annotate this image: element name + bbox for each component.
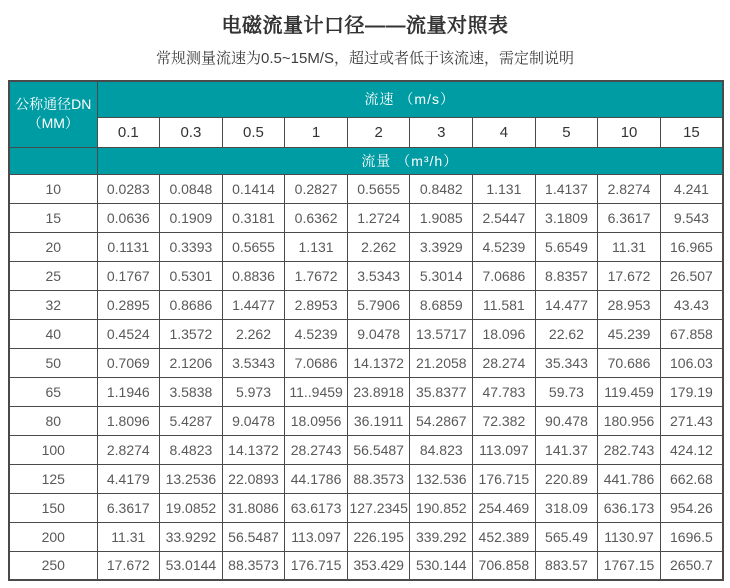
- table-row-dn-32: [9, 290, 723, 319]
- flow-value-cell: 5.6549: [535, 232, 598, 261]
- flow-value-cell: 179.19: [660, 377, 723, 406]
- flow-value-cell: 0.2827: [285, 174, 348, 203]
- flow-value-cell: 132.536: [410, 464, 473, 493]
- table-row-dn-100: [9, 435, 723, 464]
- flow-value-cell: 339.292: [410, 522, 473, 551]
- flow-value-cell: 0.1909: [160, 203, 223, 232]
- flow-value-cell: 88.3573: [347, 464, 410, 493]
- flow-value-cell: 23.8918: [347, 377, 410, 406]
- flow-value-cell: 88.3573: [222, 551, 285, 580]
- flow-value-cell: 13.5717: [410, 319, 473, 348]
- flow-value-cell: 0.5301: [160, 261, 223, 290]
- table-row-dn-20: [9, 232, 723, 261]
- flow-value-cell: 8.4823: [160, 435, 223, 464]
- flow-value-cell: 2.8274: [598, 174, 661, 203]
- flow-value-cell: 706.858: [473, 551, 536, 580]
- flow-value-cell: 9.543: [660, 203, 723, 232]
- flow-value-cell: 190.852: [410, 493, 473, 522]
- flow-value-cell: 636.173: [598, 493, 661, 522]
- flow-value-cell: 0.4524: [97, 319, 160, 348]
- flow-value-cell: 59.73: [535, 377, 598, 406]
- velocity-column-header: 0.5: [222, 117, 285, 147]
- flow-value-cell: 44.1786: [285, 464, 348, 493]
- flow-value-cell: 5.4287: [160, 406, 223, 435]
- flow-value-cell: 14.1372: [347, 348, 410, 377]
- flow-value-cell: 72.382: [473, 406, 536, 435]
- flow-value-cell: 424.12: [660, 435, 723, 464]
- flow-value-cell: 33.9292: [160, 522, 223, 551]
- velocity-group-row: [9, 81, 723, 117]
- flow-value-cell: 1.4137: [535, 174, 598, 203]
- flow-value-cell: 17.672: [598, 261, 661, 290]
- velocity-column-header: 10: [598, 117, 661, 147]
- flow-value-cell: 0.6362: [285, 203, 348, 232]
- dn-cell: 32: [9, 290, 97, 319]
- flow-group-row: [9, 147, 723, 174]
- flow-value-cell: 36.1911: [347, 406, 410, 435]
- flow-value-cell: 254.469: [473, 493, 536, 522]
- flow-rate-table: [8, 80, 724, 581]
- flow-value-cell: 0.1131: [97, 232, 160, 261]
- velocity-column-header: 2: [347, 117, 410, 147]
- flow-value-cell: 883.57: [535, 551, 598, 580]
- table-row-dn-200: [9, 522, 723, 551]
- flow-value-cell: 70.686: [598, 348, 661, 377]
- flow-value-cell: 6.3617: [598, 203, 661, 232]
- flow-value-cell: 141.37: [535, 435, 598, 464]
- flow-value-cell: 441.786: [598, 464, 661, 493]
- flow-value-cell: 662.68: [660, 464, 723, 493]
- dn-cell: 80: [9, 406, 97, 435]
- flow-value-cell: 5.973: [222, 377, 285, 406]
- flow-value-cell: 0.5655: [347, 174, 410, 203]
- flow-value-cell: 1.131: [285, 232, 348, 261]
- flow-value-cell: 2.8953: [285, 290, 348, 319]
- flow-value-cell: 0.2895: [97, 290, 160, 319]
- flow-value-cell: 7.0686: [473, 261, 536, 290]
- flow-value-cell: 6.3617: [97, 493, 160, 522]
- flow-value-cell: 530.144: [410, 551, 473, 580]
- table-row-dn-25: [9, 261, 723, 290]
- flow-value-cell: 1.8096: [97, 406, 160, 435]
- flow-value-cell: 452.389: [473, 522, 536, 551]
- flow-value-cell: 19.0852: [160, 493, 223, 522]
- velocity-column-header: 15: [660, 117, 723, 147]
- table-body: [9, 174, 723, 580]
- dn-cell: 100: [9, 435, 97, 464]
- dn-cell: 65: [9, 377, 97, 406]
- flow-value-cell: 5.7906: [347, 290, 410, 319]
- flow-value-cell: 28.2743: [285, 435, 348, 464]
- flow-value-cell: 4.5239: [473, 232, 536, 261]
- flow-value-cell: 14.477: [535, 290, 598, 319]
- corner-header-line2: （MM）: [27, 115, 79, 132]
- dn-cell: 40: [9, 319, 97, 348]
- flow-value-cell: 18.0956: [285, 406, 348, 435]
- dn-cell: 10: [9, 174, 97, 203]
- dn-cell: 20: [9, 232, 97, 261]
- flow-value-cell: 1.4477: [222, 290, 285, 319]
- dn-cell: 250: [9, 551, 97, 580]
- dn-cell: 150: [9, 493, 97, 522]
- flow-value-cell: 11..9459: [285, 377, 348, 406]
- flow-value-cell: 3.3929: [410, 232, 473, 261]
- velocity-column-header: 1: [285, 117, 348, 147]
- flow-value-cell: 0.0283: [97, 174, 160, 203]
- flow-value-cell: 1767.15: [598, 551, 661, 580]
- flow-value-cell: 4.4179: [97, 464, 160, 493]
- velocity-values-row: [9, 117, 723, 147]
- flow-value-cell: 3.5838: [160, 377, 223, 406]
- flow-value-cell: 318.09: [535, 493, 598, 522]
- flow-value-cell: 56.5487: [222, 522, 285, 551]
- flow-value-cell: 1.9085: [410, 203, 473, 232]
- velocity-column-header: 0.1: [97, 117, 160, 147]
- flow-value-cell: 4.5239: [285, 319, 348, 348]
- flow-value-cell: 353.429: [347, 551, 410, 580]
- flow-value-cell: 2.5447: [473, 203, 536, 232]
- table-header: [9, 81, 723, 174]
- flow-value-cell: 67.858: [660, 319, 723, 348]
- flow-value-cell: 0.8686: [160, 290, 223, 319]
- flow-value-cell: 11.31: [97, 522, 160, 551]
- table-row-dn-250: [9, 551, 723, 580]
- flow-value-cell: 226.195: [347, 522, 410, 551]
- flow-value-cell: 0.3181: [222, 203, 285, 232]
- flow-value-cell: 2.262: [222, 319, 285, 348]
- flow-value-cell: 0.7069: [97, 348, 160, 377]
- flow-value-cell: 16.965: [660, 232, 723, 261]
- flow-value-cell: 14.1372: [222, 435, 285, 464]
- flow-value-cell: 954.26: [660, 493, 723, 522]
- flow-value-cell: 21.2058: [410, 348, 473, 377]
- flow-value-cell: 271.43: [660, 406, 723, 435]
- table-row-dn-10: [9, 174, 723, 203]
- flow-value-cell: 2.1206: [160, 348, 223, 377]
- flow-value-cell: 282.743: [598, 435, 661, 464]
- flow-value-cell: 22.62: [535, 319, 598, 348]
- table-row-dn-15: [9, 203, 723, 232]
- flow-value-cell: 31.8086: [222, 493, 285, 522]
- page-title: 电磁流量计口径——流量对照表: [221, 15, 509, 37]
- flow-value-cell: 1.1946: [97, 377, 160, 406]
- table-row-dn-80: [9, 406, 723, 435]
- flow-value-cell: 2.8274: [97, 435, 160, 464]
- flow-group-header: 流量 （m³/h）: [97, 147, 723, 174]
- flow-value-cell: 176.715: [285, 551, 348, 580]
- flow-value-cell: 113.097: [285, 522, 348, 551]
- velocity-column-header: 5: [535, 117, 598, 147]
- flow-row-corner-cell: [9, 147, 97, 174]
- velocity-column-header: 4: [473, 117, 536, 147]
- flow-value-cell: 35.343: [535, 348, 598, 377]
- flow-value-cell: 45.239: [598, 319, 661, 348]
- page-subtitle: 常规测量流速为0.5~15M/S，超过或者低于该流速，需定制说明: [156, 50, 574, 67]
- velocity-column-header: 3: [410, 117, 473, 147]
- flow-value-cell: 13.2536: [160, 464, 223, 493]
- table-row-dn-125: [9, 464, 723, 493]
- flow-value-cell: 54.2867: [410, 406, 473, 435]
- flow-value-cell: 0.8482: [410, 174, 473, 203]
- corner-header: [9, 81, 97, 147]
- flow-value-cell: 565.49: [535, 522, 598, 551]
- flow-value-cell: 35.8377: [410, 377, 473, 406]
- flow-value-cell: 9.0478: [222, 406, 285, 435]
- flow-value-cell: 1.7672: [285, 261, 348, 290]
- flow-value-cell: 0.8836: [222, 261, 285, 290]
- flow-value-cell: 127.2345: [347, 493, 410, 522]
- flow-value-cell: 28.274: [473, 348, 536, 377]
- flow-value-cell: 3.5343: [222, 348, 285, 377]
- table-row-dn-65: [9, 377, 723, 406]
- flow-value-cell: 0.5655: [222, 232, 285, 261]
- table-row-dn-50: [9, 348, 723, 377]
- flow-value-cell: 0.1414: [222, 174, 285, 203]
- flow-value-cell: 47.783: [473, 377, 536, 406]
- flow-value-cell: 11.581: [473, 290, 536, 319]
- flow-value-cell: 180.956: [598, 406, 661, 435]
- dn-cell: 125: [9, 464, 97, 493]
- flow-value-cell: 5.3014: [410, 261, 473, 290]
- flow-value-cell: 1130.97: [598, 522, 661, 551]
- flow-value-cell: 28.953: [598, 290, 661, 319]
- dn-cell: 200: [9, 522, 97, 551]
- flow-value-cell: 90.478: [535, 406, 598, 435]
- velocity-group-header: 流速 （m/s）: [97, 81, 723, 117]
- flow-value-cell: 84.823: [410, 435, 473, 464]
- flow-value-cell: 1.3572: [160, 319, 223, 348]
- flow-value-cell: 113.097: [473, 435, 536, 464]
- flow-value-cell: 106.03: [660, 348, 723, 377]
- dn-cell: 50: [9, 348, 97, 377]
- flow-value-cell: 8.6859: [410, 290, 473, 319]
- flow-value-cell: 22.0893: [222, 464, 285, 493]
- flow-value-cell: 0.0848: [160, 174, 223, 203]
- table-row-dn-40: [9, 319, 723, 348]
- corner-header-line1: 公称通径DN: [15, 95, 92, 112]
- flow-value-cell: 3.5343: [347, 261, 410, 290]
- flow-value-cell: 1696.5: [660, 522, 723, 551]
- flow-value-cell: 1.2724: [347, 203, 410, 232]
- flow-value-cell: 17.672: [97, 551, 160, 580]
- flow-value-cell: 0.1767: [97, 261, 160, 290]
- flow-value-cell: 63.6173: [285, 493, 348, 522]
- flow-value-cell: 0.0636: [97, 203, 160, 232]
- flow-value-cell: 7.0686: [285, 348, 348, 377]
- velocity-column-header: 0.3: [160, 117, 223, 147]
- flow-value-cell: 176.715: [473, 464, 536, 493]
- flow-value-cell: 0.3393: [160, 232, 223, 261]
- table-row-dn-150: [9, 493, 723, 522]
- flow-value-cell: 220.89: [535, 464, 598, 493]
- dn-cell: 15: [9, 203, 97, 232]
- flow-value-cell: 1.131: [473, 174, 536, 203]
- flow-value-cell: 56.5487: [347, 435, 410, 464]
- flow-value-cell: 53.0144: [160, 551, 223, 580]
- flow-value-cell: 18.096: [473, 319, 536, 348]
- flow-value-cell: 3.1809: [535, 203, 598, 232]
- flow-value-cell: 119.459: [598, 377, 661, 406]
- flow-value-cell: 2.262: [347, 232, 410, 261]
- flow-value-cell: 8.8357: [535, 261, 598, 290]
- dn-cell: 25: [9, 261, 97, 290]
- flow-value-cell: 2650.7: [660, 551, 723, 580]
- flow-value-cell: 11.31: [598, 232, 661, 261]
- flow-value-cell: 4.241: [660, 174, 723, 203]
- flow-value-cell: 9.0478: [347, 319, 410, 348]
- flow-value-cell: 26.507: [660, 261, 723, 290]
- flow-value-cell: 43.43: [660, 290, 723, 319]
